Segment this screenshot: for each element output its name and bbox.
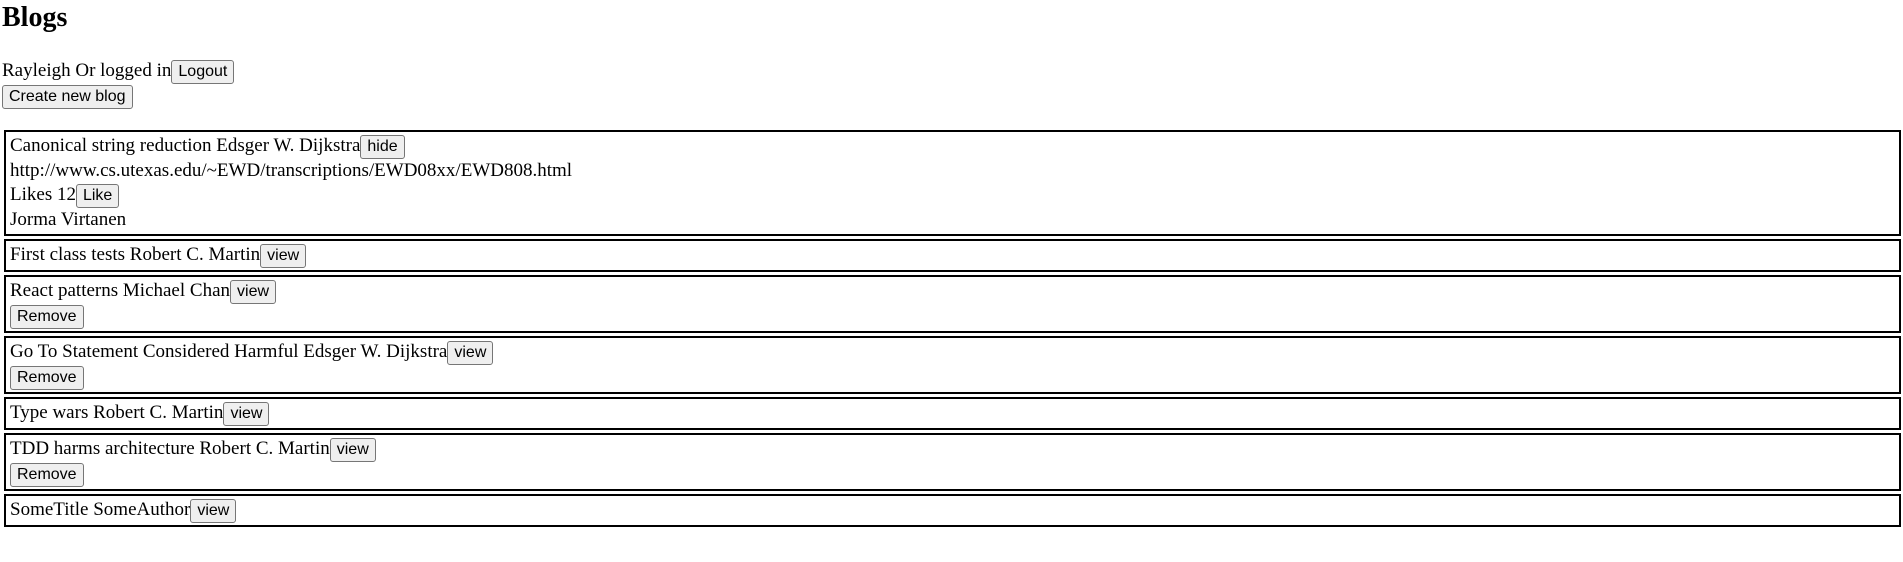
view-button[interactable]: view (260, 244, 306, 268)
blog-item (4, 130, 1901, 236)
blog-list (0, 130, 1903, 527)
likes-count: 12 (56, 184, 76, 205)
view-button[interactable]: view (230, 280, 276, 304)
user-status (2, 59, 1901, 84)
hide-button[interactable]: hide (360, 135, 404, 159)
remove-row (10, 462, 1895, 487)
page-title: Blogs (2, 2, 68, 33)
blog-summary: TDD harms architecture Robert C. Martin (10, 438, 330, 459)
remove-button[interactable]: Remove (10, 463, 84, 487)
blog-url: http://www.cs.utexas.edu/~EWD/transcriptions/EWD08xx/EWD808.html (10, 160, 573, 181)
create-blog-row (2, 84, 1901, 109)
blog-item (4, 336, 1901, 394)
blog-summary-row (10, 243, 1895, 268)
remove-row (10, 304, 1895, 329)
blog-summary: React patterns Michael Chan (10, 280, 231, 301)
blog-summary: Canonical string reduction Edsger W. Dijkstra (10, 135, 361, 156)
blog-user: Jorma Virtanen (10, 209, 127, 230)
blog-item (4, 275, 1901, 333)
blog-summary-row (10, 279, 1895, 304)
blog-summary: Go To Statement Considered Harmful Edsger W. Dijkstra (10, 341, 448, 362)
view-button[interactable]: view (330, 438, 376, 462)
blog-item (4, 433, 1901, 491)
blog-summary: SomeTitle SomeAuthor (10, 499, 191, 520)
blog-likes-row (10, 183, 1895, 208)
blog-summary-row (10, 340, 1895, 365)
user-status-text: Rayleigh Or logged in (2, 60, 172, 81)
remove-button[interactable]: Remove (10, 366, 84, 390)
blog-summary-row (10, 401, 1895, 426)
logout-button[interactable]: Logout (171, 60, 234, 84)
blog-summary-row (10, 134, 1895, 159)
view-button[interactable]: view (223, 402, 269, 426)
view-button[interactable]: view (447, 341, 493, 365)
remove-button[interactable]: Remove (10, 305, 84, 329)
blog-item (4, 494, 1901, 527)
blog-summary: First class tests Robert C. Martin (10, 244, 261, 265)
view-button[interactable]: view (190, 499, 236, 523)
blog-item (4, 239, 1901, 272)
like-button[interactable]: Like (76, 184, 119, 208)
likes-label: Likes (10, 184, 57, 205)
blog-summary: Type wars Robert C. Martin (10, 402, 224, 423)
remove-row (10, 365, 1895, 390)
blog-summary-row (10, 437, 1895, 462)
blog-item (4, 397, 1901, 430)
create-new-blog-button[interactable]: Create new blog (2, 85, 133, 109)
blog-summary-row (10, 498, 1895, 523)
